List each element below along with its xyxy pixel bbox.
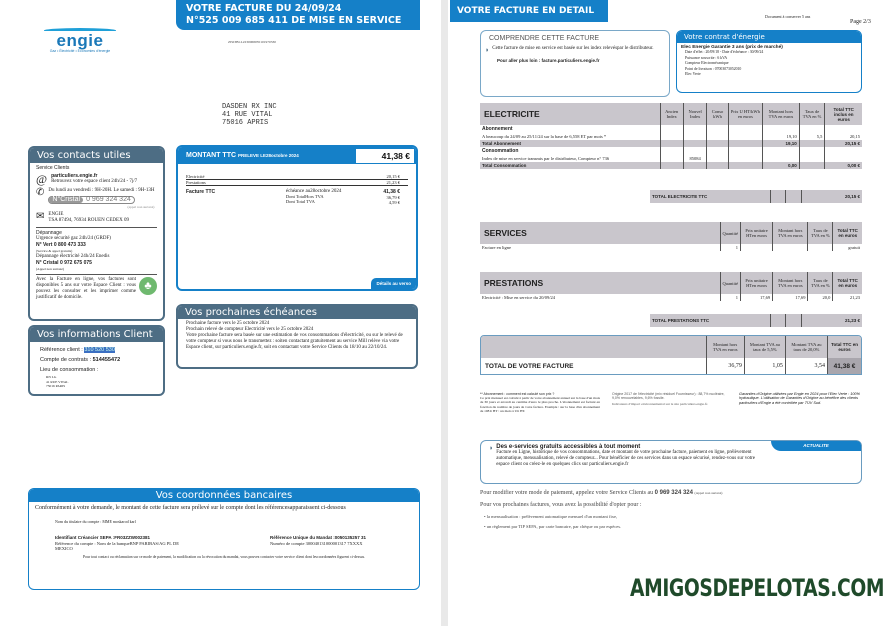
phone-note: (appel non surtaxé) xyxy=(127,205,155,209)
contrat-offer: Elec Energie Garantie 3 ans (prix de marché) xyxy=(681,45,783,50)
client-info-panel xyxy=(28,325,165,396)
num-compte: Numéro de compte 300040131000001317 7XXXX xyxy=(270,540,363,546)
line-label: Electricité xyxy=(186,174,205,179)
contrat-panel xyxy=(676,30,862,93)
contrat-item: Compteur Electromécanique xyxy=(685,61,729,65)
lieu-label: Lieu de consommation : xyxy=(40,367,99,373)
contrat-item: Puissance souscrite : 6 kVA xyxy=(685,55,728,60)
invoice-page-2 xyxy=(448,0,892,626)
ht-label: Dont TotalHors TVA xyxy=(285,194,324,199)
bank-title: Vos coordonnées bancaires xyxy=(29,489,419,502)
prestations-title: PRESTATIONS xyxy=(480,272,720,294)
cell: 20,15 xyxy=(825,133,862,140)
cell: 3,54 xyxy=(785,358,827,374)
option-text: un règlement par TIP SEPA, par carte bancaire, par chèque ou par espèces. xyxy=(486,524,622,529)
section-label: Abonnement xyxy=(482,126,513,132)
total-ttc: 41,38 € xyxy=(828,358,861,374)
notes xyxy=(480,392,862,413)
col-header: Montant hors TVA en euros xyxy=(773,272,808,294)
echeances-panel xyxy=(176,304,418,369)
comprendre-link[interactable]: Pour aller plus loin : facture.particuliers.engie.fr xyxy=(497,58,600,63)
titulaire: Nom du titulaire du compte : MME moskarod karl xyxy=(55,519,136,524)
bank-footer: Pour tout contact ou réclamation sur ce mode de paiement, la modification ou la révocation du mandat, vous pouvez contacter votre service client dont lescoordonnées figurent ci-dessus. xyxy=(82,554,366,559)
col-header: Nouvel Index xyxy=(683,103,707,125)
contrat-item: Date d'effet : 20/09/18 - Date d'échéance : 30/09/24 xyxy=(685,50,764,54)
contacts-panel xyxy=(28,146,165,321)
bank-details-panel xyxy=(28,488,420,590)
prestations-table xyxy=(480,272,862,301)
line-value: 20,15 € xyxy=(386,174,400,179)
row-label: Total Consommation xyxy=(480,162,660,169)
row-label: Total Abonnement xyxy=(480,140,660,147)
logo-tagline: Gaz • Électricité • Économies d'énergie xyxy=(49,49,111,53)
phone-icon: ✆ xyxy=(36,187,45,198)
cell: 19,10 xyxy=(763,140,799,147)
col-header: Taux de TVA en % xyxy=(799,103,825,125)
col-header: Prix U HT/kWh en euros xyxy=(728,103,763,125)
electricite-table xyxy=(480,103,862,169)
row-label: Electricité : Mise en service du 20/09/24 xyxy=(482,295,555,300)
comprendre-text: Cette facture de mise en service est basée sur les index relevéspar le distributeur. xyxy=(492,46,654,51)
page-number: Page 2/3 xyxy=(850,19,871,25)
tva-label: Dont Total TVA xyxy=(285,199,315,204)
col-header: Montant TVA au taux de 20,0% xyxy=(785,336,827,358)
ref-value: 310 520 530 xyxy=(84,347,115,353)
cell: 85084 xyxy=(683,155,707,162)
contrat-value: 514455472 xyxy=(92,357,121,363)
cell: 5,5 xyxy=(799,133,825,140)
col-header: Prix unitaire HTen euros xyxy=(741,222,773,244)
col-header: Total TTC en euros xyxy=(833,222,862,244)
cell: 17,69 xyxy=(773,294,808,301)
tree-icon: ♣ xyxy=(139,277,157,295)
cell: 19,10 xyxy=(763,133,799,140)
comprendre-title: COMPRENDRE CETTE FACTURE xyxy=(489,35,600,42)
col-header: Taux de TVA en % xyxy=(808,272,833,294)
details-verso-button[interactable]: Détails au verso xyxy=(371,278,416,289)
echeance: échéance au28octobre 2024 xyxy=(285,189,342,194)
rum: Référence Unique du Mandat :0050135257 31 xyxy=(270,535,367,540)
address-line: DASDEN RX INC xyxy=(222,103,277,111)
payment-option: • un règlement par TIP SEPA, par carte bancaire, par chèque ou par espèces. xyxy=(484,524,622,529)
invoice-number: N°525 009 685 411 DE MISE EN SERVICE xyxy=(186,14,402,26)
elec-depannage: Dépannage électricité 24h/24 Enedis xyxy=(36,254,110,259)
section-label: Consommation xyxy=(482,148,519,154)
cell: 17,69 xyxy=(741,294,773,301)
row-label: A beaucoup du 24/09 au 25/11/24 sur la base de 6,558 ET par mois * xyxy=(482,134,607,139)
impact-note: Indicateurs d'impact environnemental sur le site particuliers.engie.fr. xyxy=(612,402,708,407)
payment-text: Pour modifier votre mode de paiement, appelez votre Service Clients au xyxy=(480,490,654,496)
cell: 0,00 € xyxy=(825,162,862,169)
cell: 20,15 € xyxy=(801,190,862,203)
echeances-title: Vos prochaines échéances xyxy=(178,306,416,319)
eco-text: Avec la Facture en ligne, vos factures sont disponibles 5 ans sur votre Espace Client : vous pouvez les consulter et les imprimer comme justificatif de domicile. xyxy=(36,277,136,300)
ref-label: Référence client : xyxy=(40,347,83,353)
col-header: Montant hors TVA en euros xyxy=(763,103,799,125)
echeance-item: Prochaine facture vers le 25 octobre 2024 xyxy=(186,321,270,326)
ref-compte: Référence du compte : Nom de la banqueBNP PARIBAS/AG PL DE MEXICO xyxy=(55,540,179,551)
barcode-text: ZISI3BLL2230068JE0101970330 xyxy=(228,40,277,44)
cell: 21,23 xyxy=(833,294,862,301)
option-text: la mensualisation : prélèvement automatique mensuel d'un montant fixe, xyxy=(486,514,618,519)
actualite-badge: ACTUALITE xyxy=(771,441,861,451)
speech-icon: ◗ xyxy=(489,444,494,452)
garanties-note: Garanties d'Origine utilisées par Engie en 2024 pour l'Elec Verte : 100% hydraulique. L'utilisation de Garanties d'Origine au bénéfice des clients particuliers d'Engie a été contrôlée par TÜV Sud. xyxy=(739,392,860,405)
comprendre-panel xyxy=(480,30,670,97)
tva-value: 4,59 € xyxy=(388,200,400,205)
contrat-item: Elec Verte xyxy=(685,72,701,76)
numero-cristal: N° Cristal 0 972 675 075 xyxy=(36,260,92,266)
row-label: Index de mise en service transmis par le distributeur, Compteur n° 736 xyxy=(482,156,610,161)
cristal-note: (Appel non surtaxé) xyxy=(36,267,64,271)
lieu-line: 41 RUE VITAL xyxy=(46,379,69,384)
col-header: Total TTC inclus en euros xyxy=(825,103,862,125)
phone-number[interactable]: 0 969 324 324 xyxy=(86,196,131,203)
vert-note: (Service & appel gratuits) xyxy=(36,249,73,253)
web-link[interactable]: particuliers.engie.fr xyxy=(51,173,98,179)
lieu-line: RN LG xyxy=(46,375,57,379)
client-info-title: Vos informations Client xyxy=(30,327,163,342)
montant-amount: 41,38 € xyxy=(356,149,414,163)
col-header: Prix unitaire HTen euros xyxy=(741,272,773,294)
speech-icon: ◗ xyxy=(485,46,490,54)
payment-option: • la mensualisation : prélèvement automatique mensuel d'un montant fixe, xyxy=(484,514,618,519)
cell: 20,15 € xyxy=(825,140,862,147)
options-intro: Pour vos prochaines factures, vous avez la possibilité d'opter pour : xyxy=(480,502,642,508)
col-header: Quantité xyxy=(720,222,741,244)
address-line: 41 RUE VITAL xyxy=(222,111,273,119)
col-header: Total TTC en euros xyxy=(828,336,861,358)
col-header: Quantité xyxy=(720,272,741,294)
line-value: 21,23 € xyxy=(386,180,400,185)
facture-label: Facture TTC xyxy=(186,189,216,195)
row-label: TOTAL ELECTRICITE TTC xyxy=(650,190,770,203)
col-header: Montant TVA au taux de 5,5% xyxy=(744,336,785,358)
bank-intro: Conformément à votre demande, le montant de cette facture sera prélevé sur le compte dont les référencesapparaissent ci-dessous xyxy=(35,505,346,511)
cell: gratuit xyxy=(833,244,862,251)
payment-phone[interactable]: 0 969 324 324 xyxy=(654,490,693,496)
row-label: TOTAL PRESTATIONS TTC xyxy=(650,314,770,327)
eservices-text: Facture en Ligne, historique de vos consommations, date et montant de votre prochaine facture, paiement en ligne, prélèvement automatique, mensualisation, relevé de compteur... Pour bénéficier de ces services dans un espace sécurisé, rendez-vous sur votre espace client ou créez-le en quelques clics sur particuliers.engie.fr xyxy=(496,450,756,467)
cell: 1,05 xyxy=(744,358,785,374)
contacts-title: Vos contacts utiles xyxy=(30,148,163,163)
payment-note: (Appel non surtaxé) xyxy=(694,491,723,495)
cell: 21,23 € xyxy=(801,314,862,327)
detail-header: VOTRE FACTURE EN DETAIL xyxy=(450,0,608,22)
hours: Du lundi au vendredi : 9H-20H. Le samedi : 9H-13H xyxy=(48,188,155,193)
row-label: Facture en ligne xyxy=(482,245,511,250)
col-header: Conso kWh xyxy=(707,103,728,125)
col-header: Total TTC en euros xyxy=(833,272,862,294)
montant-title: MONTANT TTC xyxy=(186,152,237,159)
invoice-header xyxy=(176,0,420,30)
contrat-item: Point de livraison : 07003073052010 xyxy=(685,66,742,71)
service-label: Service Clients xyxy=(36,165,70,171)
cell: 0,00 xyxy=(763,162,799,169)
conserver-note: Document à conserver 5 ans xyxy=(765,14,811,19)
facture-value: 41,38 € xyxy=(383,189,400,195)
eservices-panel xyxy=(480,440,862,484)
cristal-label: N°Cristal xyxy=(49,197,83,203)
contrat-label: Compte de contrats : xyxy=(40,357,92,363)
engie-logo: engie Gaz • Électricité • Économies d'énergie xyxy=(44,28,116,64)
line-label: Prestations xyxy=(186,180,206,185)
mail-name: ENGIE xyxy=(48,212,64,217)
ht-value: 36,79 € xyxy=(386,195,400,200)
lieu-line: 75016 PARIS xyxy=(46,384,66,388)
electricite-title: ELECTRICITE xyxy=(480,103,660,125)
col-header: Montant hors TVA en euros xyxy=(773,222,808,244)
total-label: TOTAL DE VOTRE FACTURE xyxy=(485,362,574,370)
creancier-id: Identifiant Créancier SEPA :FR03ZZW002381 xyxy=(55,535,151,540)
mail-icon: ✉ xyxy=(36,211,45,222)
urgence: Urgence sécurité gaz 24h/24 (GRDF) xyxy=(36,236,111,241)
services-table xyxy=(480,222,862,251)
services-title: SERVICES xyxy=(480,222,720,244)
contrat-title: Votre contrat d'énergie xyxy=(677,31,861,43)
at-icon: @ xyxy=(36,172,48,186)
origine-note: Origine 2017 de l'électricité (mix résiduel Fournisseur) : 88,7% nucléaire, 9,0% renouvelables, 9,6% fossile. xyxy=(612,392,725,401)
note-text: Ce prix mensuel est calculé à partir de votre abonnement annuel sur la base d'un mois de 30 jours et arrondi au centime d'euro le plus proche. L'abonnement est facturé en fonction du nombre de jours de votre facture. Exemple : sur la base d'un abonnement de 108 € HT : un mois à 9 € HT. xyxy=(480,396,600,413)
cell: 1 xyxy=(720,244,741,251)
total-prestations-row xyxy=(650,314,862,327)
invoice-date: VOTRE FACTURE DU 24/09/24 xyxy=(186,3,342,14)
web-desc: Retrouvez votre espace client 24h/24 - 7j/7 xyxy=(51,179,138,184)
depannage-label: Dépannage xyxy=(36,230,62,236)
cell: 36,79 xyxy=(706,358,744,374)
cell: 20,0 xyxy=(808,294,833,301)
col-header: Ancien Index xyxy=(660,103,683,125)
numero-vert: N° Vert 0 800 473 333 xyxy=(36,242,86,248)
echeance-item: Prochain relevé de compteur Electricité vers le 25 octobre 2024 xyxy=(186,327,314,332)
invoice-page-1 xyxy=(0,0,441,626)
mail-address: TSA 87494, 76934 ROUEN CEDEX 09 xyxy=(48,218,129,223)
note-title: ** Abonnement : comment est calculé son prix ? xyxy=(480,392,555,396)
cell: 1 xyxy=(720,294,741,301)
total-facture-table xyxy=(480,335,862,375)
payment-section xyxy=(480,489,862,532)
recipient-address xyxy=(222,103,277,127)
total-electricite-row xyxy=(650,190,862,203)
montant-date: PRELEVE LE28octobre 2024 xyxy=(238,153,299,158)
eservices-title: Des e-services gratuits accessibles à tout moment xyxy=(496,444,641,450)
col-header: Taux de TVA en % xyxy=(808,222,833,244)
echeance-item: Votre prochaine facture sera basée sur une estimation de vos consommations d'électricité, ou sur le relevé de votre compteur si vous nous le transmettez : soiten contactant gratuitement au service Mill relève via votre Espace client, sur particuliers.engie.fr, soit en contactant votre Service Clients du 18/10 au 22/10/24. xyxy=(186,333,403,350)
watermark: AMIGOSDEPELOTAS.COM xyxy=(630,574,885,602)
col-header: Montant hors TVA en euros xyxy=(706,336,744,358)
montant-panel xyxy=(176,145,418,291)
address-line: 75016 APRIS xyxy=(222,119,269,127)
